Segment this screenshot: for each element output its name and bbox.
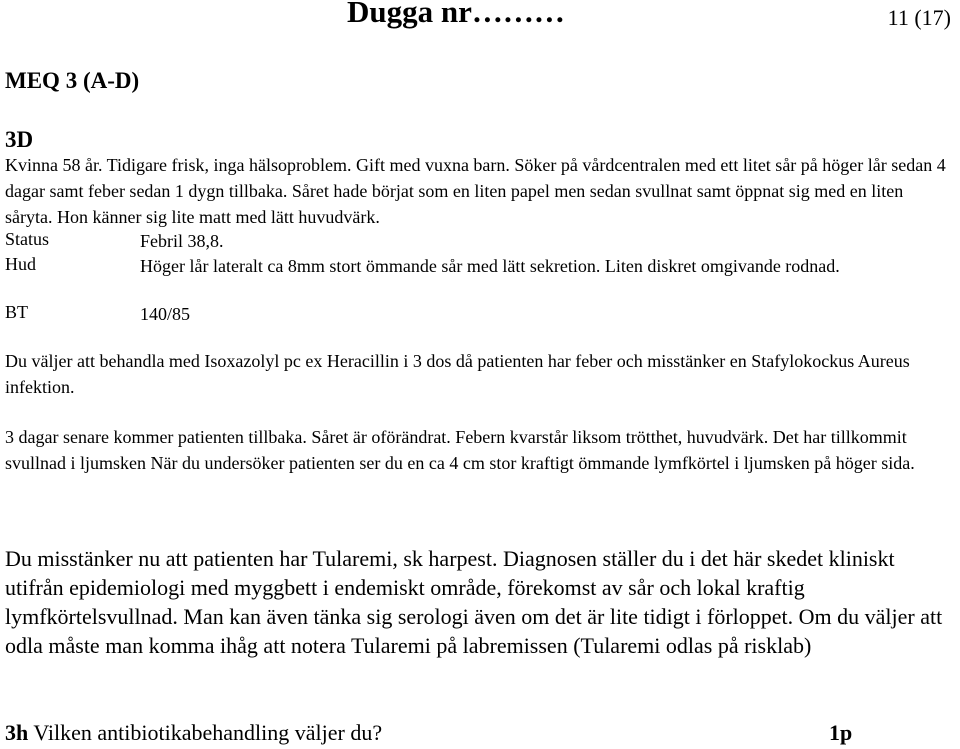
section-heading: 3D — [5, 127, 34, 152]
vital-label-bt: BT — [5, 302, 29, 322]
followup-paragraph: 3 dagar senare kommer patienten tillbaka. Såret är oförändrat. Febern kvarstår liksom trötthet, huvudvärk. Det har tillkommit svullnad i ljumsken När du undersöker patienten ser du en ca 4 cm stor kraftigt ömmande lymfkörtel i ljumsken på höger sida. — [5, 427, 915, 473]
question — [5, 720, 382, 746]
question-points: 1p — [829, 720, 853, 745]
vital-label-status: Status — [5, 229, 50, 249]
answer-paragraph: Du misstänker nu att patienten har Tularemi, sk harpest. Diagnosen ställer du i det här skedet kliniskt utifrån epidemiologi med myggbett i endemiskt område, förekomst av sår och lokal kraftig lymfkörtelsvullnad. Man kan även tänka sig serologi även om det är lite tidigt i förloppet. Om du väljer att odla måste man komma ihåg att notera Tularemi på labremissen (Tularemi odlas på risklab) — [5, 546, 943, 658]
vital-label-hud: Hud — [5, 254, 36, 274]
vital-value-bt: 140/85 — [140, 304, 191, 324]
question-number: 3h — [5, 720, 29, 745]
document-title: Dugga nr……… — [347, 0, 565, 29]
meq-title: MEQ 3 (A-D) — [5, 68, 140, 93]
treatment-paragraph: Du väljer att behandla med Isoxazolyl pc ex Heracillin i 3 dos då patienten har feber och misstänker en Stafylokockus Aureus infektion. — [5, 351, 910, 397]
question-text: Vilken antibiotikabehandling väljer du? — [33, 720, 383, 745]
page-number: 11 (17) — [887, 5, 951, 30]
case-intro: Kvinna 58 år. Tidigare frisk, inga hälsoproblem. Gift med vuxna barn. Söker på vårdcentralen med ett litet sår på höger lår sedan 4 dagar samt feber sedan 1 dygn tillbaka. Såret hade börjat som en liten papel men sedan svullnat samt öppnat sig med en liten såryta. Hon känner sig lite matt med lätt huvudvärk. — [5, 155, 946, 227]
vital-value-hud: Höger lår lateralt ca 8mm stort ömmande sår med lätt sekretion. Liten diskret omgivande rodnad. — [140, 256, 840, 276]
vital-value-status: Febril 38,8. — [140, 231, 224, 251]
